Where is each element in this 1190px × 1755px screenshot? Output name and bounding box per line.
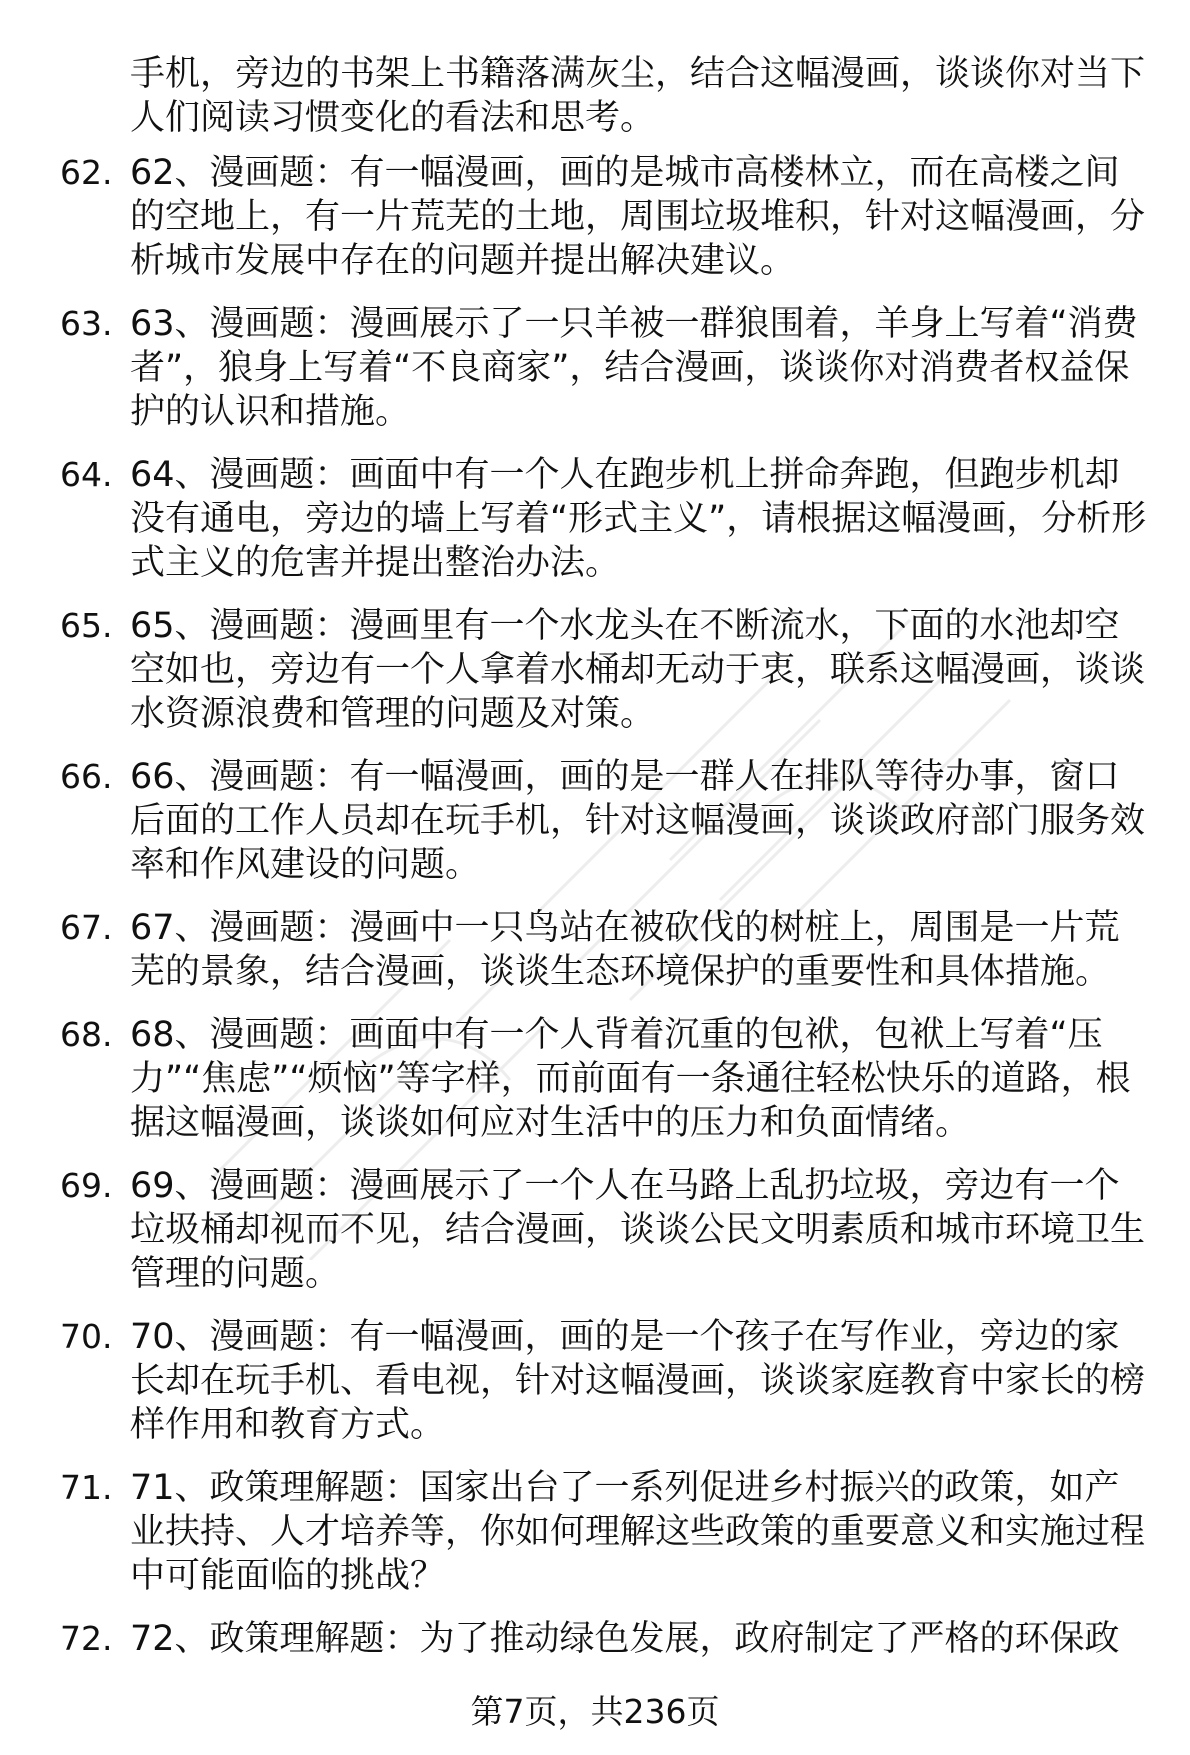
question-number: 66. [60, 757, 113, 796]
question-text: 71、政策理解题：国家出台了一系列促进乡村振兴的政策，如产业扶持、人才培养等，你如何理解这些政策的重要意义和实施过程中可能面临的挑战？ [130, 1468, 1146, 1596]
question-number: 69. [60, 1166, 113, 1205]
question-number: 72. [60, 1619, 113, 1658]
question-text: 62、漫画题：有一幅漫画，画的是城市高楼林立，而在高楼之间的空地上，有一片荒芜的土地，周围垃圾堆积，针对这幅漫画，分析城市发展中存在的问题并提出解决建议。 [130, 153, 1146, 281]
list-item [60, 453, 1160, 585]
question-number: 62. [60, 153, 113, 192]
question-text: 63、漫画题：漫画展示了一只羊被一群狼围着，羊身上写着“消费者”，狼身上写着“不良商家”，结合漫画，谈谈你对消费者权益保护的认识和措施。 [130, 304, 1138, 432]
question-number: 63. [60, 304, 113, 343]
list-item [60, 1617, 1160, 1661]
question-number: 64. [60, 455, 113, 494]
question-number: 71. [60, 1468, 113, 1507]
list-item [60, 755, 1160, 887]
list-item [60, 906, 1160, 994]
question-text: 64、漫画题：画面中有一个人在跑步机上拼命奔跑，但跑步机却没有通电，旁边的墙上写着“形式主义”，请根据这幅漫画，分析形式主义的危害并提出整治办法。 [130, 455, 1147, 583]
question-text: 67、漫画题：漫画中一只鸟站在被砍伐的树桩上，周围是一片荒芜的景象，结合漫画，谈谈生态环境保护的重要性和具体措施。 [130, 908, 1120, 992]
list-item [60, 151, 1160, 283]
question-list [60, 151, 1160, 1680]
question-number: 65. [60, 606, 113, 645]
list-item [60, 1315, 1160, 1447]
question-number: 68. [60, 1015, 113, 1054]
question-number: 67. [60, 908, 113, 947]
list-item [60, 302, 1160, 434]
list-item [60, 604, 1160, 736]
question-61-continuation: 手机，旁边的书架上书籍落满灰尘，结合这幅漫画，谈谈你对当下人们阅读习惯变化的看法和思考。 [130, 54, 1146, 138]
question-text: 68、漫画题：画面中有一个人背着沉重的包袱，包袱上写着“压力”“焦虑”“烦恼”等字样，而前面有一条通往轻松快乐的道路，根据这幅漫画，谈谈如何应对生活中的压力和负面情绪。 [130, 1015, 1131, 1143]
question-text: 72、政策理解题：为了推动绿色发展，政府制定了严格的环保政 [130, 1619, 1120, 1659]
question-text: 69、漫画题：漫画展示了一个人在马路上乱扔垃圾，旁边有一个垃圾桶却视而不见，结合漫画，谈谈公民文明素质和城市环境卫生管理的问题。 [130, 1166, 1146, 1294]
question-text: 70、漫画题：有一幅漫画，画的是一个孩子在写作业，旁边的家长却在玩手机、看电视，针对这幅漫画，谈谈家庭教育中家长的榜样作用和教育方式。 [130, 1317, 1146, 1445]
question-number: 70. [60, 1317, 113, 1356]
list-item [60, 1013, 1160, 1145]
list-item [60, 1466, 1160, 1598]
question-text: 65、漫画题：漫画里有一个水龙头在不断流水，下面的水池却空空如也，旁边有一个人拿着水桶却无动于衷，联系这幅漫画，谈谈水资源浪费和管理的问题及对策。 [130, 606, 1146, 734]
list-item [60, 1164, 1160, 1296]
question-text: 66、漫画题：有一幅漫画，画的是一群人在排队等待办事，窗口后面的工作人员却在玩手机，针对这幅漫画，谈谈政府部门服务效率和作风建设的问题。 [130, 757, 1146, 885]
page-footer: 第7页，共236页 [470, 1692, 720, 1731]
